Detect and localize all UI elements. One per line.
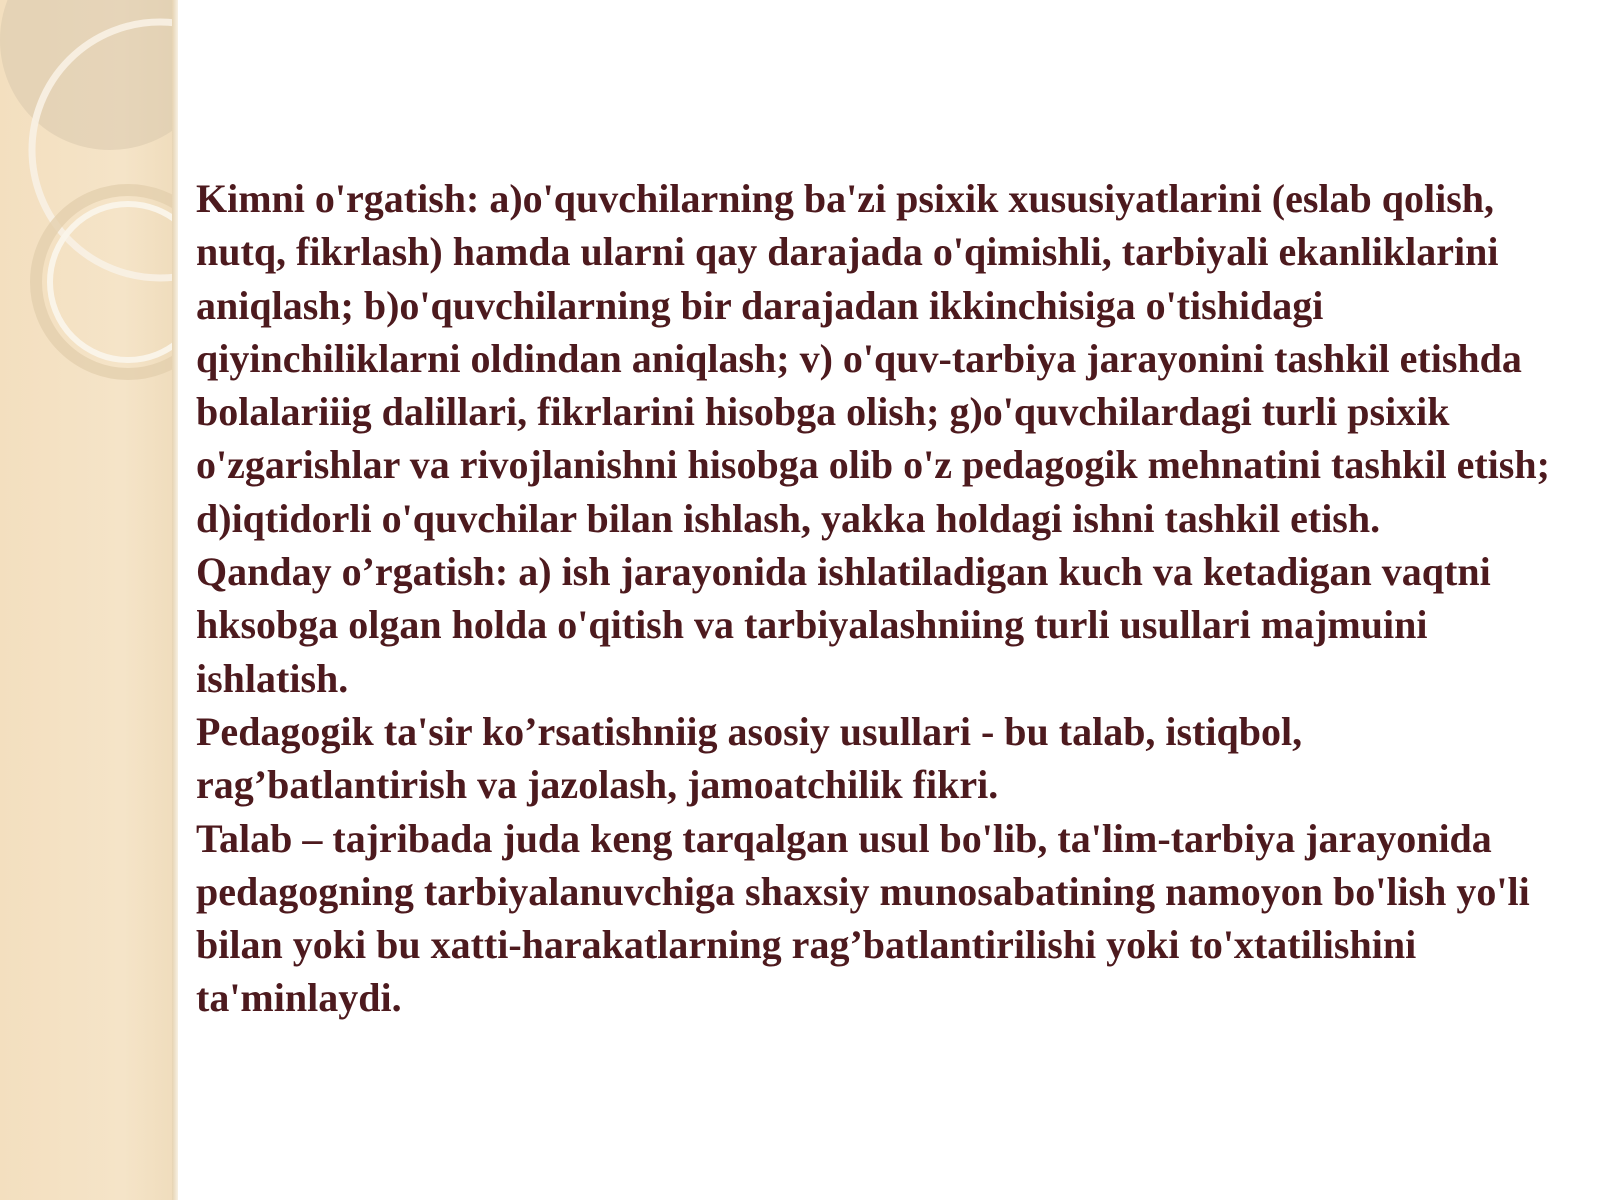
paragraph-qanday-orgatish: Qanday o’rgatish: a) ish jarayonida ishlatiladigan kuch va ketadigan vaqtni hksobga olgan holda o'qitish va tarbiyalashniing turli usullari majmuini ishlatish.	[196, 549, 1491, 701]
paragraph-kimni-orgatish: Kimni o'rgatish: a)o'quvchilarning ba'zi psixik xususiyatlarini (eslab qolish, nutq, fikrlash) hamda ularni qay darajada o'qimishli, tarbiyali ekanliklarini aniqlash; b)o'quvchilarning bir darajadan ikkinchisiga o'tishidagi qiyinchiliklarni oldindan aniqlash; v) o'quv-tarbiya jarayonini tashkil etishda bolalariiig dalillari, fikrlarini hisobga olish; g)o'quvchilardagi turli psixik o'zgarishlar va rivojlanishni hisobga olib o'z pedagogik mehnatini tashkil etish; d)iqtidorli o'quvchilar bilan ishlash, yakka holdagi ishni tashkil etish.	[196, 176, 1550, 541]
sidebar-edge	[172, 0, 178, 1200]
decorative-rings	[0, 0, 176, 420]
ring-small-shadow	[36, 190, 176, 374]
paragraph-pedagogik-tasir: Pedagogik ta'sir ko’rsatishniig asosiy usullari - bu talab, istiqbol, rag’batlantirish va jazolash, jamoatchilik fikri.	[196, 708, 1303, 808]
slide-body-text	[196, 172, 1556, 1025]
ring-small	[50, 204, 176, 360]
decorative-sidebar	[0, 0, 176, 1200]
paragraph-talab: Talab – tajribada juda keng tarqalgan usul bo'lib, ta'lim-tarbiya jarayonida pedagogning tarbiyalanuvchiga shaxsiy munosabatining namoyon bo'lish yo'li bilan yoki bu xatti-harakatlarning rag’batlantirilishi yoki to'xtatilishini ta'minlaydi.	[196, 815, 1530, 1021]
